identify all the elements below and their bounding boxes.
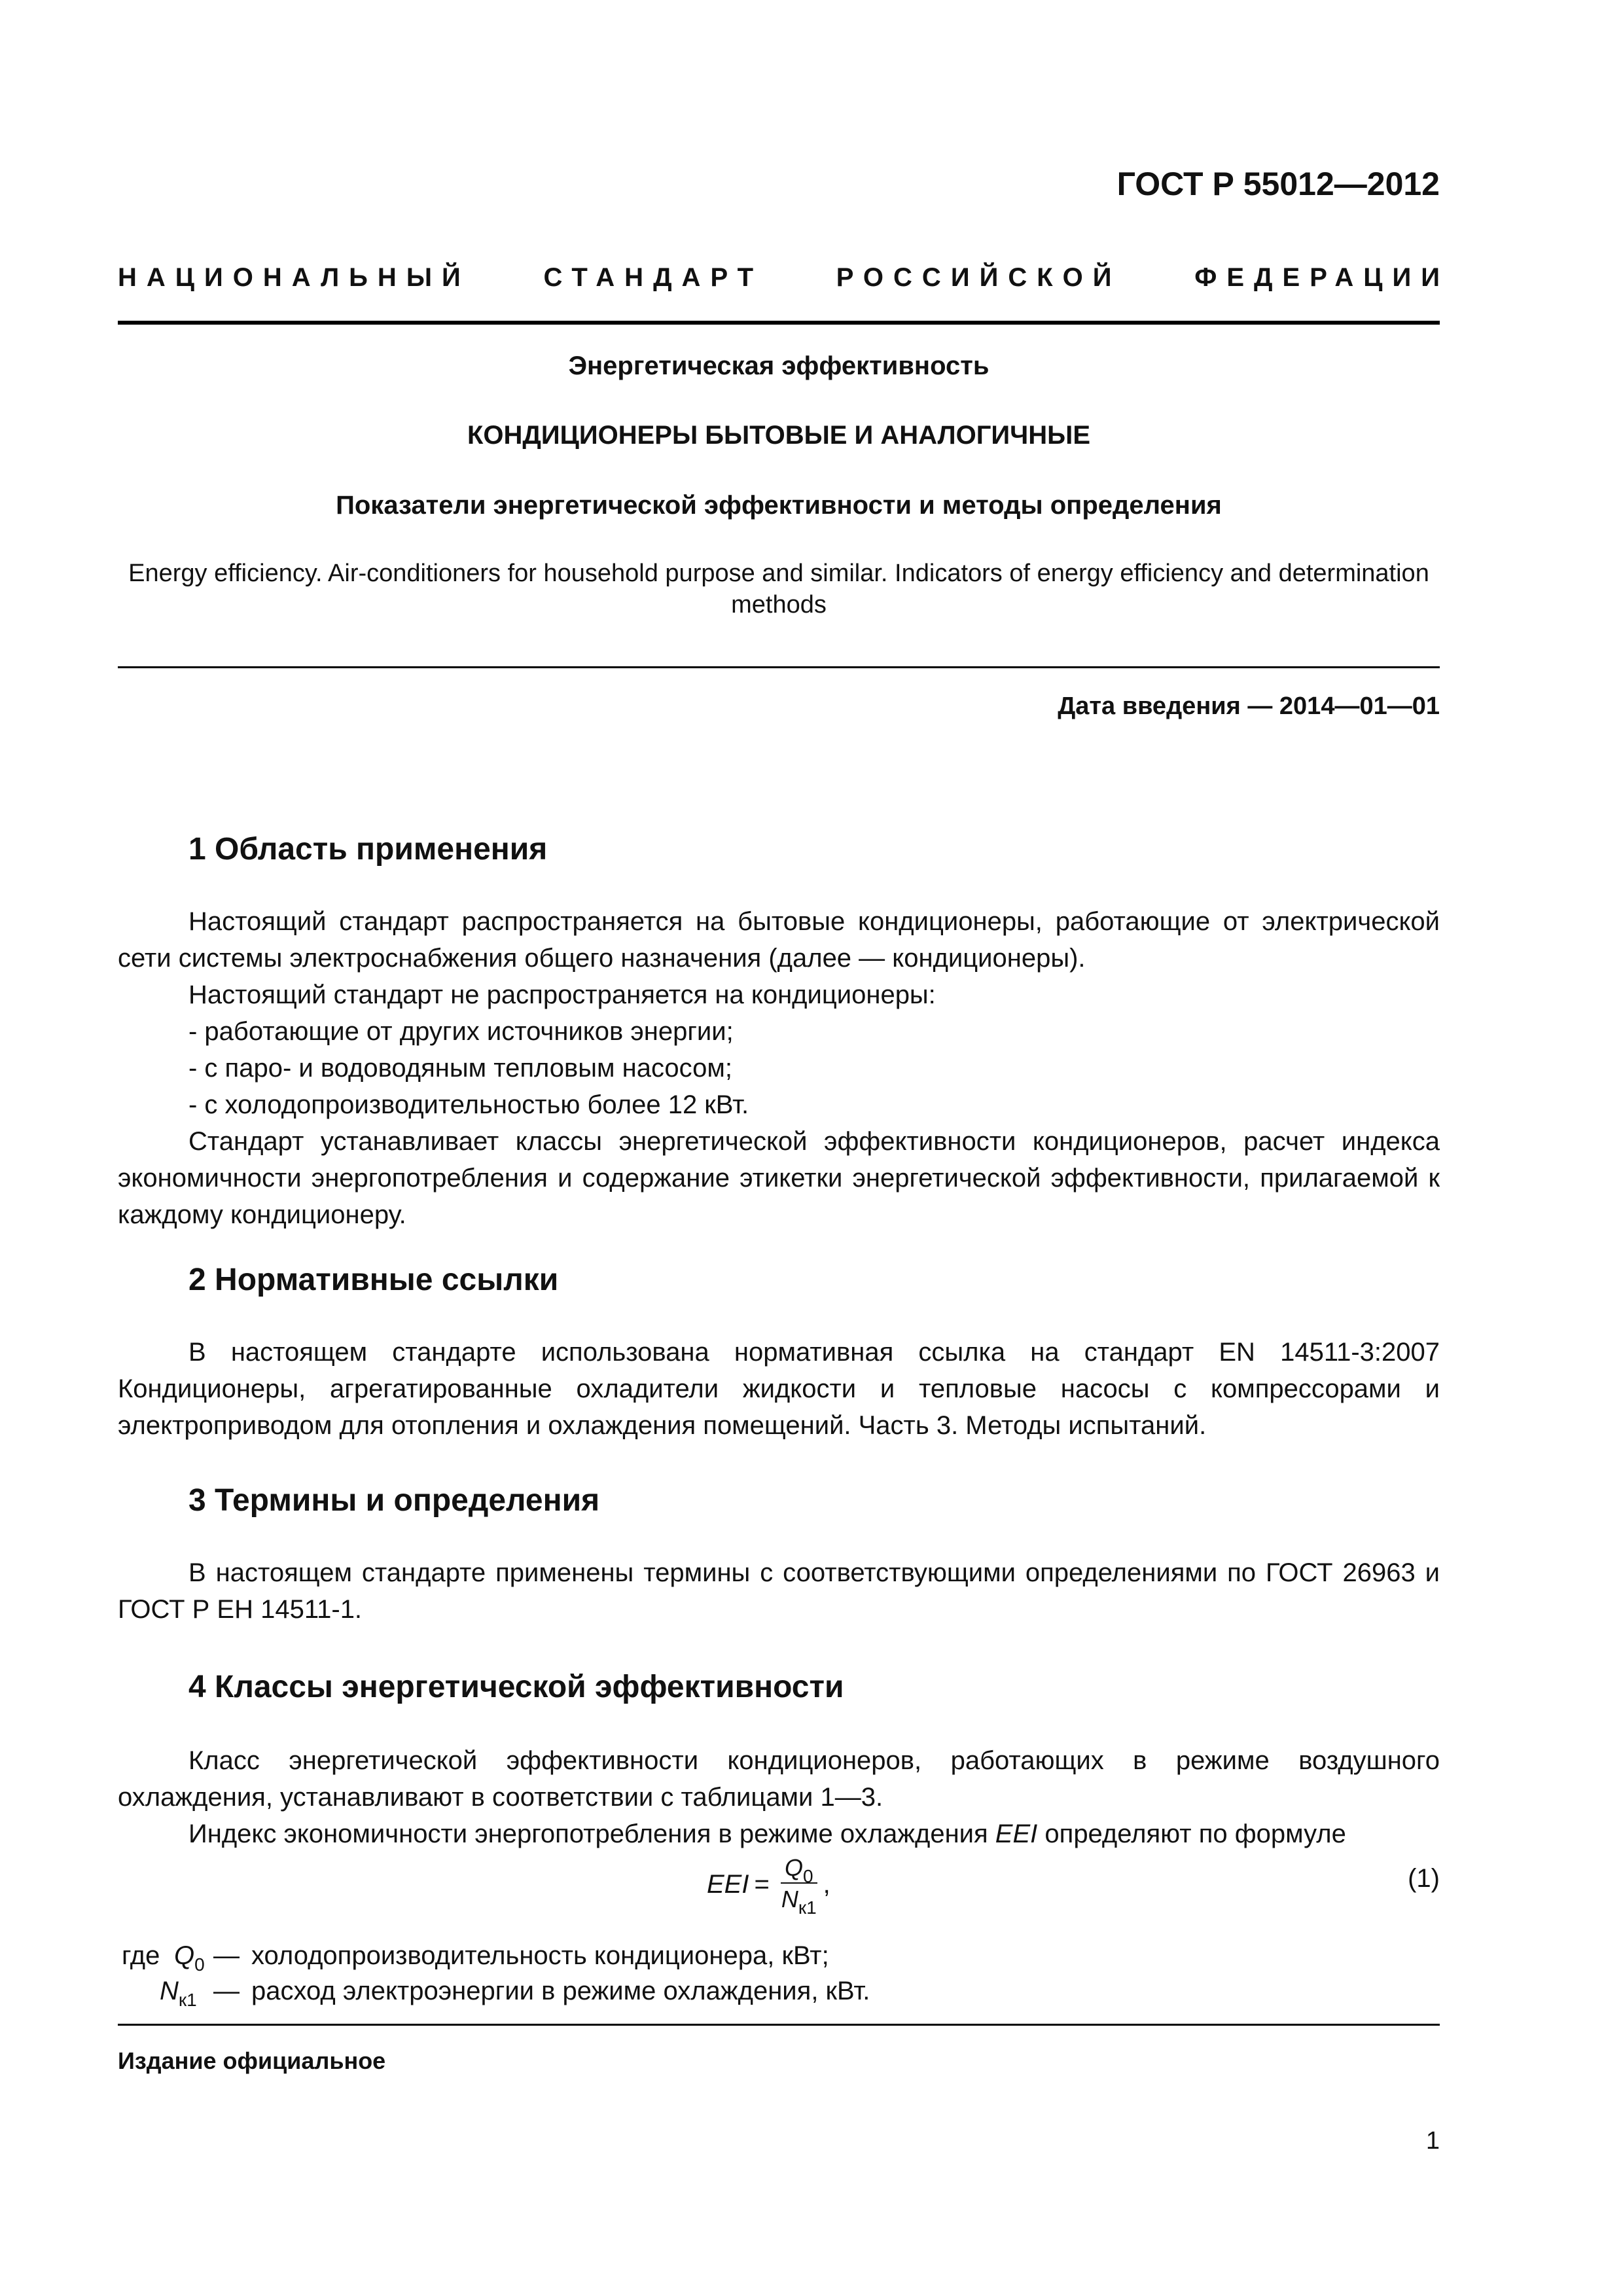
title-main: КОНДИЦИОНЕРЫ БЫТОВЫЕ И АНАЛОГИЧНЫЕ [467, 421, 1090, 450]
section-1-list-item-2: - с паро- и водоводяным тепловым насосом; [188, 1054, 732, 1083]
edition-label: Издание официальное [118, 2047, 386, 2074]
banner-word-3: РОССИЙСКОЙ [836, 263, 1122, 292]
section-1-list-item-3: - с холодопроизводительностью более 12 кВт. [188, 1090, 749, 1119]
section-4-heading: 4 Классы энергетической эффективности [188, 1670, 844, 1704]
definition-row-1 [122, 1941, 829, 1975]
section-4-paragraph-2-text: Индекс экономичности энергопотребления в режиме охлаждения [188, 1820, 988, 1848]
banner-word-1: НАЦИОНАЛЬНЫЙ [118, 263, 471, 292]
section-1-list-item-1: - работающие от других источников энергии; [188, 1017, 734, 1046]
banner-word-2: СТАНДАРТ [543, 263, 764, 292]
definition-row-2 [160, 1977, 870, 2010]
section-1-paragraph-1: Настоящий стандарт распространяется на бытовые кондиционеры, работающие от электрической сети системы электроснабжения общего назначения (далее — кондиционеры). [118, 907, 1440, 973]
section-4-paragraph-2 [118, 1816, 1440, 1852]
section-1-paragraph-2: Настоящий стандарт не распространяется на кондиционеры: [188, 980, 936, 1009]
formula-number: (1) [1408, 1864, 1440, 1893]
formula-fraction [777, 1854, 821, 1918]
definition-2-dash: — [213, 1977, 240, 2005]
formula-equals: = [754, 1869, 770, 1899]
title-english: Energy efficiency. Air-conditioners for household purpose and similar. Indicators of energy efficiency and determination methods [128, 560, 1429, 619]
title-divider [118, 666, 1440, 668]
banner-divider [118, 321, 1440, 325]
footer-divider [118, 2024, 1440, 2026]
formula-eei [707, 1854, 830, 1918]
formula-lhs: EEI [707, 1869, 749, 1899]
section-4-paragraph-2-end: определяют по формуле [1044, 1820, 1346, 1848]
section-2-paragraph-1: В настоящем стандарте использована нормативная ссылка на стандарт EN 14511-3:2007 Кондиционеры, агрегатированные охладители жидкости и тепловые насосы с компрессорами и электроприводом для отопления и охлаждения помещений. Часть 3. Методы испытаний. [118, 1338, 1440, 1440]
title-category: Энергетическая эффективность [568, 351, 990, 380]
section-3-paragraph-1: В настоящем стандарте применены термины с соответствующими определениями по ГОСТ 26963 и ГОСТ Р ЕН 14511-1. [118, 1558, 1440, 1624]
section-4-paragraph-1: Класс энергетической эффективности кондиционеров, работающих в режиме воздушного охлаждения, устанавливают в соответствии с таблицами 1—3. [118, 1746, 1440, 1812]
definition-where: где [122, 1941, 160, 1970]
intro-date: Дата введения — 2014—01—01 [1058, 692, 1440, 720]
banner [118, 263, 1450, 293]
section-3-heading: 3 Термины и определения [188, 1483, 600, 1518]
section-1-paragraph-3: Стандарт устанавливает классы энергетической эффективности кондиционеров, расчет индекса экономичности энергопотребления и содержание этикетки энергетической эффективности, прилагаемой к каждому кондиционеру. [118, 1127, 1440, 1229]
formula-comma: , [823, 1869, 830, 1899]
definition-1-symbol: $Q_0$ [174, 1941, 205, 1975]
definition-1-dash: — [213, 1941, 240, 1970]
definition-2-text: расход электроэнергии в режиме охлаждения, кВт. [251, 1977, 870, 2005]
formula-numerator: $Q_0$ [781, 1854, 817, 1884]
banner-word-4: ФЕДЕРАЦИИ [1194, 263, 1450, 292]
eei-symbol: EEI [995, 1820, 1038, 1848]
definition-2-symbol: $N_{к1}$ [160, 1977, 197, 2010]
document-code: ГОСТ Р 55012—2012 [1116, 166, 1440, 202]
section-2-heading: 2 Нормативные ссылки [188, 1263, 559, 1297]
title-sub: Показатели энергетической эффективности и методы определения [336, 491, 1222, 520]
section-1-heading: 1 Область применения [188, 832, 548, 867]
definition-1-text: холодопроизводительность кондиционера, кВт; [251, 1941, 829, 1970]
page-number: 1 [1425, 2127, 1440, 2155]
formula-denominator: $N_{к1}$ [781, 1886, 817, 1918]
